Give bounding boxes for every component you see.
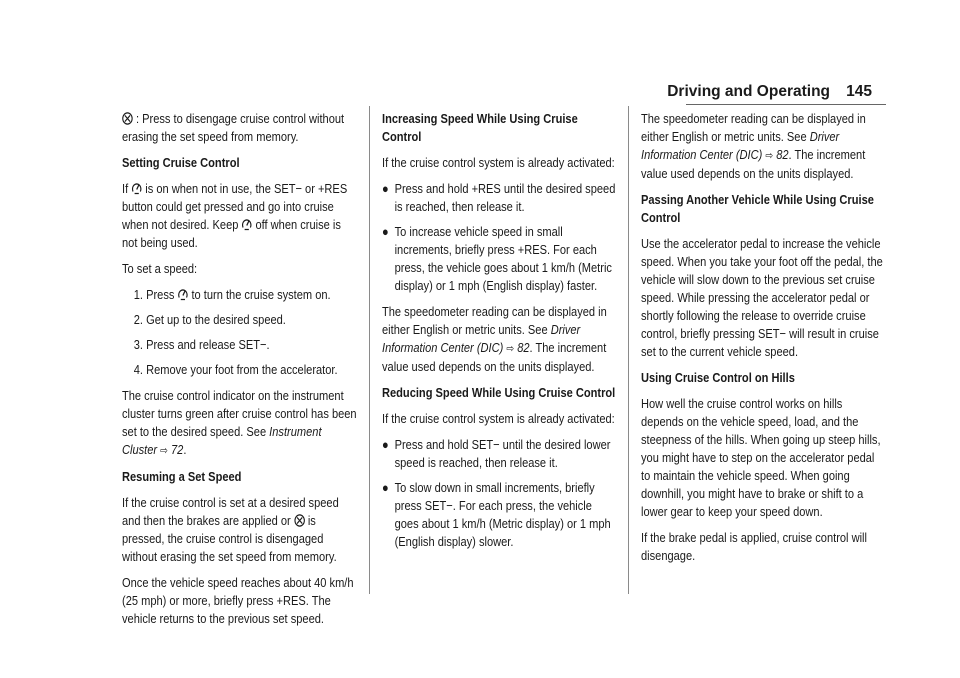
increasing-heading: Increasing Speed While Using Cruise Control	[382, 111, 578, 144]
list-item	[382, 223, 619, 295]
setting-text-b: is on when not in use, the SET− or +RES button could get pressed and go into cruise when not desired. Keep	[122, 181, 348, 232]
speedometer-tail: . The increment value used depends on the units displayed.	[382, 340, 607, 374]
page-header	[667, 82, 886, 102]
step-text-b: to turn the cruise system on.	[188, 287, 331, 302]
bullet-icon: ●	[382, 224, 389, 239]
xref-page[interactable]: 72	[171, 442, 184, 457]
column-3	[641, 110, 886, 573]
xref-arrow-icon: ⇨	[765, 150, 774, 162]
hills-heading: Using Cruise Control on Hills	[641, 370, 795, 385]
bullet-icon: ●	[382, 480, 389, 495]
xref-arrow-icon: ⇨	[506, 343, 515, 355]
section-title: Driving and Operating	[667, 83, 830, 100]
list-item-text: Press and hold SET− until the desired lower speed is reached, then release it.	[394, 437, 611, 470]
xref-arrow-icon: ⇨	[160, 445, 168, 457]
list-item-text: To slow down in small increments, briefly press SET−. For each press, the vehicle goes about 1 km/h (Metric display) or 1 mph (English display) slower.	[394, 480, 611, 549]
step-item	[122, 311, 357, 329]
dic-link[interactable]: Driver Information Center (DIC)	[382, 322, 581, 355]
resuming-text-a: If the cruise control is set at a desired speed and then the brakes are applied or	[122, 495, 339, 528]
speedometer-tail: . The increment value used depends on the units displayed.	[641, 147, 866, 181]
step-item	[122, 286, 357, 304]
step-item	[122, 361, 357, 379]
setting-paragraph	[122, 180, 357, 252]
list-item	[382, 436, 619, 472]
reducing-list	[382, 436, 619, 551]
step-text-a: Press	[146, 287, 178, 302]
increasing-list	[382, 180, 619, 295]
resuming-paragraph-1	[122, 494, 357, 566]
setting-text-a: If	[122, 181, 132, 196]
to-set-label: To set a speed:	[122, 261, 198, 276]
reducing-heading: Reducing Speed While Using Cruise Control	[382, 385, 616, 400]
step-item	[122, 336, 357, 354]
cruise-speedometer-icon	[241, 217, 252, 231]
cruise-speedometer-icon	[131, 181, 142, 195]
resuming-text-b: is pressed, the cruise control is disengaged without erasing the set speed from memory.	[122, 513, 337, 564]
setting-heading: Setting Cruise Control	[122, 155, 240, 170]
cancel-paragraph	[122, 110, 357, 146]
xref-page[interactable]: 82	[776, 147, 789, 162]
cruise-cancel-icon	[294, 514, 305, 527]
list-item-text: To increase vehicle speed in small increments, briefly press +RES. For each press, the vehicle goes about 1 km/h (Metric display) or 1 mph (English display) faster.	[394, 224, 612, 293]
speedometer-paragraph	[641, 110, 886, 183]
resuming-heading: Resuming a Set Speed	[122, 469, 242, 484]
cancel-text: : Press to disengage cruise control without erasing the set speed from memory.	[122, 111, 345, 144]
increasing-intro: If the cruise control system is already activated:	[382, 155, 615, 170]
brake-paragraph: If the brake pedal is applied, cruise control will disengage.	[641, 530, 867, 563]
step-number: 4.	[133, 362, 143, 377]
list-item-text: Press and hold +RES until the desired speed is reached, then release it.	[394, 181, 616, 214]
period: .	[183, 442, 187, 457]
list-item	[382, 180, 619, 216]
step-number: 1.	[133, 287, 143, 302]
step-text: Press and release SET−.	[146, 337, 270, 352]
column-1	[122, 110, 357, 636]
dic-link[interactable]: Driver Information Center (DIC)	[641, 129, 840, 162]
reducing-intro: If the cruise control system is already activated:	[382, 411, 615, 426]
resuming-paragraph-2: Once the vehicle speed reaches about 40 km/h (25 mph) or more, briefly press +RES. The vehicle returns to the previous set speed.	[122, 575, 354, 626]
column-divider-1	[369, 106, 370, 594]
bullet-icon: ●	[382, 437, 389, 452]
step-text: Remove your foot from the accelerator.	[146, 362, 338, 377]
step-number: 2.	[133, 312, 143, 327]
step-number: 3.	[133, 337, 143, 352]
speedometer-text: The speedometer reading can be displayed in either English or metric units. See	[382, 304, 607, 337]
indicator-text: The cruise control indicator on the instrument cluster turns green after cruise control has been set to the desired speed. See	[122, 388, 357, 439]
passing-paragraph: Use the accelerator pedal to increase the vehicle speed. When you take your foot off the pedal, the vehicle will slow down to the previous set cruise speed. While pressing the accelerator pedal or shortly following the release to override cruise control, briefly pressing SET− will result in cruise set to the current vehicle speed.	[641, 236, 883, 359]
xref-page[interactable]: 82	[517, 340, 530, 355]
setting-text-c: off when cruise is not being used.	[122, 217, 341, 250]
page-number: 145	[846, 83, 872, 100]
bullet-icon: ●	[382, 181, 389, 196]
indicator-paragraph	[122, 387, 357, 460]
column-2	[382, 110, 619, 559]
step-text: Get up to the desired speed.	[146, 312, 286, 327]
cruise-cancel-icon	[122, 112, 133, 125]
column-divider-2	[628, 106, 629, 594]
instrument-cluster-link[interactable]: Instrument Cluster	[122, 424, 322, 457]
passing-heading: Passing Another Vehicle While Using Cruise Control	[641, 192, 874, 225]
speedometer-paragraph	[382, 303, 619, 376]
header-rule	[686, 104, 886, 105]
speedometer-text: The speedometer reading can be displayed in either English or metric units. See	[641, 111, 866, 144]
list-item	[382, 479, 619, 551]
hills-paragraph: How well the cruise control works on hills depends on the vehicle speed, load, and the steepness of the hills. When going up steep hills, you might have to step on the accelerator pedal to maintain the vehicle speed. When going downhill, you might have to brake or shift to a lower gear to keep your speed down.	[641, 396, 881, 519]
steps-list	[122, 286, 357, 379]
cruise-speedometer-icon	[177, 287, 188, 301]
